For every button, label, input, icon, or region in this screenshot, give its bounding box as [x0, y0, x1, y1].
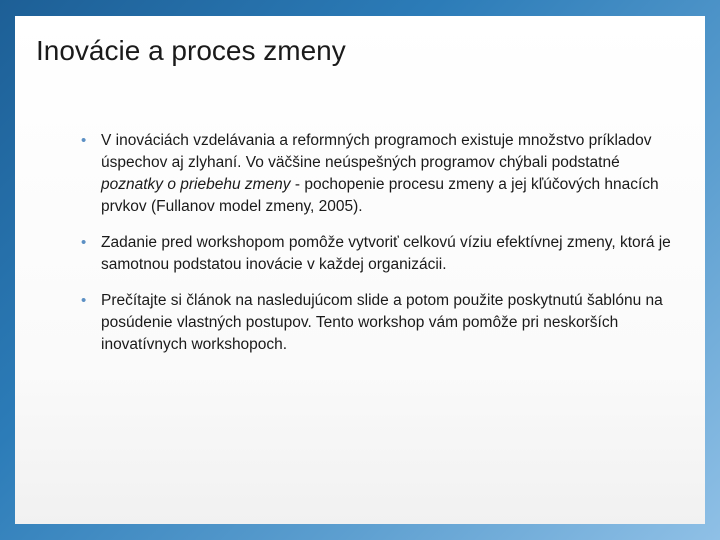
bullet-item [81, 290, 681, 356]
slide-panel [15, 16, 705, 524]
bullet-marker: • [81, 234, 87, 251]
bullet-item [81, 232, 681, 276]
bullet-text: - pochopenie procesu zmeny a jej kľúčových hnacích prvkov (Fullanov model zmeny, 2005). [101, 176, 659, 215]
bullet-text: Zadanie pred workshopom pomôže vytvoriť celkovú víziu efektívnej zmeny, ktorá je samotnou podstatou inovácie v každej organizácii. [101, 234, 671, 273]
bullet-emphasis: poznatky o priebehu zmeny [101, 176, 291, 193]
bullet-marker: • [81, 132, 87, 149]
bullet-item [81, 130, 681, 218]
bullet-marker: • [81, 292, 87, 309]
bullet-text: V inováciách vzdelávania a reformných programoch existuje množstvo príkladov úspechov aj zlyhaní. Vo väčšine neúspešných programov chýbali podstatné [101, 132, 652, 171]
bullet-text: Prečítajte si článok na nasledujúcom slide a potom použite poskytnutú šablónu na posúdenie vlastných postupov. Tento workshop vám pomôže pri neskorších inovatívnych workshopoch. [101, 292, 663, 353]
slide-title: Inovácie a proces zmeny [36, 35, 346, 66]
bullet-list [81, 130, 681, 370]
